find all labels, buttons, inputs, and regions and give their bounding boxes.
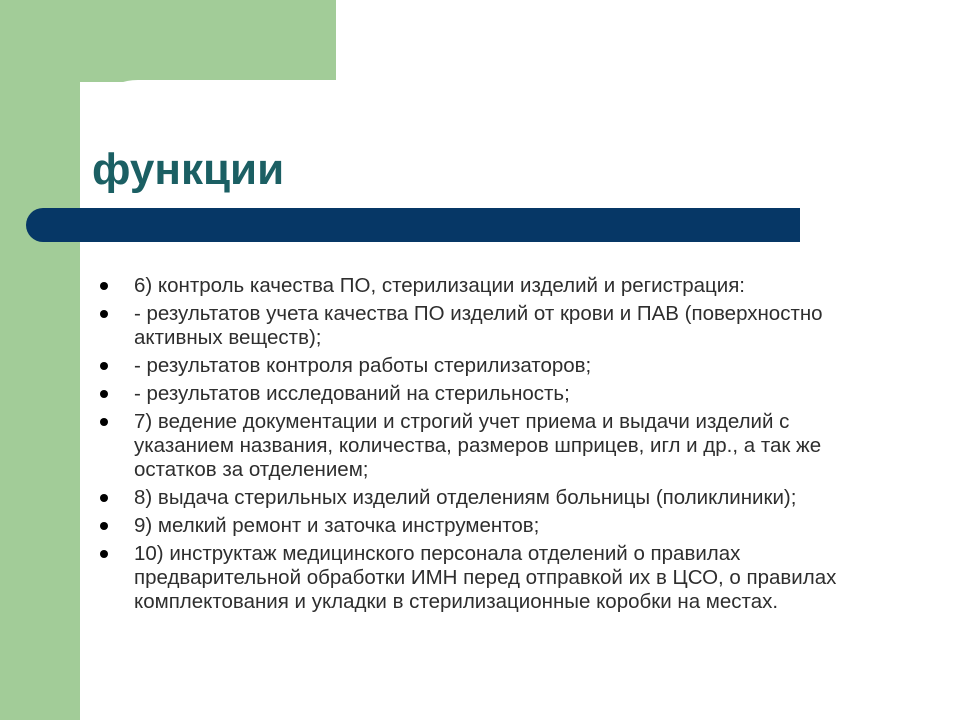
bullet-dot-icon bbox=[100, 310, 108, 318]
bullet-dot-icon bbox=[100, 494, 108, 502]
bullet-item bbox=[94, 410, 894, 482]
bullet-dot-icon bbox=[100, 522, 108, 530]
bullet-dot-icon bbox=[100, 390, 108, 398]
bullet-text: - результатов исследований на стерильность; bbox=[134, 382, 570, 405]
bullet-dot-icon bbox=[100, 362, 108, 370]
bullet-text: - результатов контроля работы стерилизаторов; bbox=[134, 354, 592, 377]
bullet-text: 8) выдача стерильных изделий отделениям больницы (поликлиники); bbox=[134, 486, 797, 509]
bullet-dot-icon bbox=[100, 282, 108, 290]
bullet-text: - результатов учета качества ПО изделий от крови и ПАВ (поверхностно активных веществ); bbox=[134, 302, 823, 349]
bullet-item bbox=[94, 274, 894, 298]
bullet-item bbox=[94, 486, 894, 510]
bullet-item bbox=[94, 354, 894, 378]
bullet-dot-icon bbox=[100, 550, 108, 558]
title-underline-bar bbox=[26, 208, 800, 242]
bullet-list bbox=[94, 274, 894, 618]
decor-green-left bbox=[0, 0, 80, 720]
bullet-item bbox=[94, 382, 894, 406]
bullet-text: 6) контроль качества ПО, стерилизации изделий и регистрация: bbox=[134, 274, 746, 297]
bullet-text: 10) инструктаж медицинского персонала отделений о правилах предварительной обработки ИМН перед отправкой их в ЦСО, о правилах комплектования и укладки в стерилизационные коробки на местах. bbox=[134, 542, 837, 613]
slide-title: функции bbox=[92, 145, 285, 194]
bullet-text: 7) ведение документации и строгий учет приема и выдачи изделий с указанием названия, количества, размеров шприцев, игл и др., а так же остатков за отделением; bbox=[134, 410, 822, 481]
bullet-dot-icon bbox=[100, 418, 108, 426]
bullet-item bbox=[94, 542, 894, 614]
bullet-item bbox=[94, 514, 894, 538]
bullet-text: 9) мелкий ремонт и заточка инструментов; bbox=[134, 514, 540, 537]
bullet-item bbox=[94, 302, 894, 350]
